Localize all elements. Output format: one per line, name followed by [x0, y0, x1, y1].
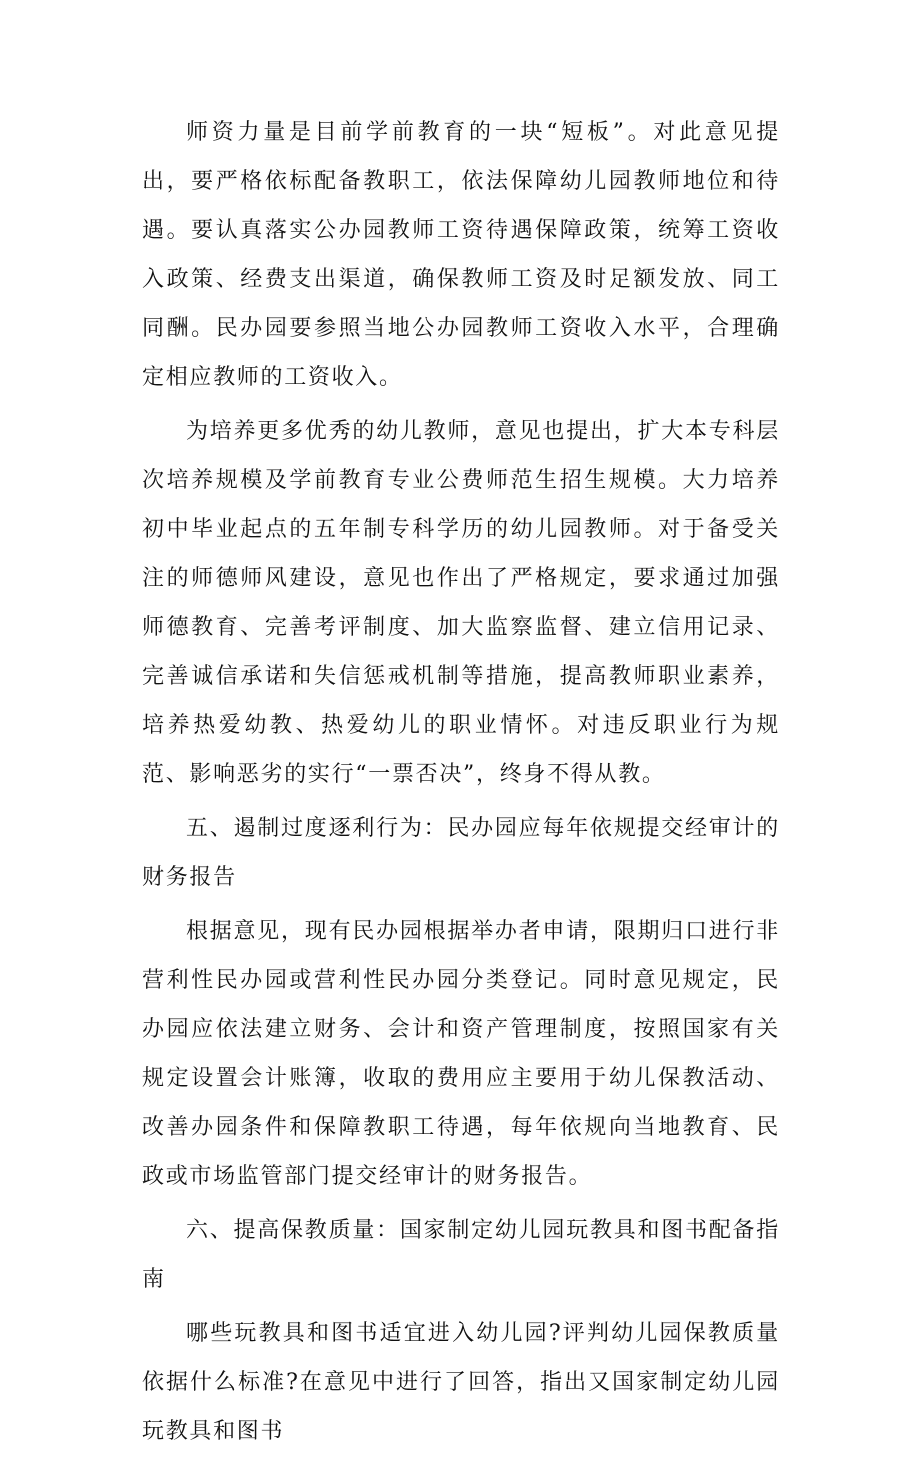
section-heading-five: 五、遏制过度逐利行为：民办园应每年依规提交经审计的财务报告: [142, 816, 780, 890]
paragraph-teacher-training: 为培养更多优秀的幼儿教师，意见也提出，扩大本专科层次培养规模及学前教育专业公费师范生招生规模。大力培养初中毕业起点的五年制专科学历的幼儿园教师。对于备受关注的师德师风建设，意见也作出了严格规定，要求通过加强师德教育、完善考评制度、加大监察监督、建立信用记录、完善诚信承诺和失信惩戒机制等措施，提高教师职业素养，培养热爱幼教、热爱幼儿的职业情怀。对违反职业行为规范、影响恶劣的实行“一票否决”，终身不得从教。: [142, 419, 780, 787]
paragraph-private-kindergarten: 根据意见，现有民办园根据举办者申请，限期归口进行非营利性民办园或营利性民办园分类登记。同时意见规定，民办园应依法建立财务、会计和资产管理制度，按照国家有关规定设置会计账簿，收取的费用应主要用于幼儿保教活动、改善办园条件和保障教职工待遇，每年依规向当地教育、民政或市场监管部门提交经审计的财务报告。: [142, 919, 780, 1189]
section-heading-six: 六、提高保教质量：国家制定幼儿园玩教具和图书配备指南: [142, 1218, 780, 1292]
document-body: [142, 108, 780, 1461]
paragraph-teacher-strength: 师资力量是目前学前教育的一块“短板”。对此意见提出，要严格依标配备教职工，依法保障幼儿园教师地位和待遇。要认真落实公办园教师工资待遇保障政策，统筹工资收入政策、经费支出渠道，确保教师工资及时足额发放、同工同酬。民办园要参照当地公办园教师工资收入水平，合理确定相应教师的工资收入。: [142, 120, 780, 390]
paragraph-toys-and-books: 哪些玩教具和图书适宜进入幼儿园?评判幼儿园保教质量依据什么标准?在意见中进行了回答，指出又国家制定幼儿园玩教具和图书: [142, 1321, 780, 1444]
